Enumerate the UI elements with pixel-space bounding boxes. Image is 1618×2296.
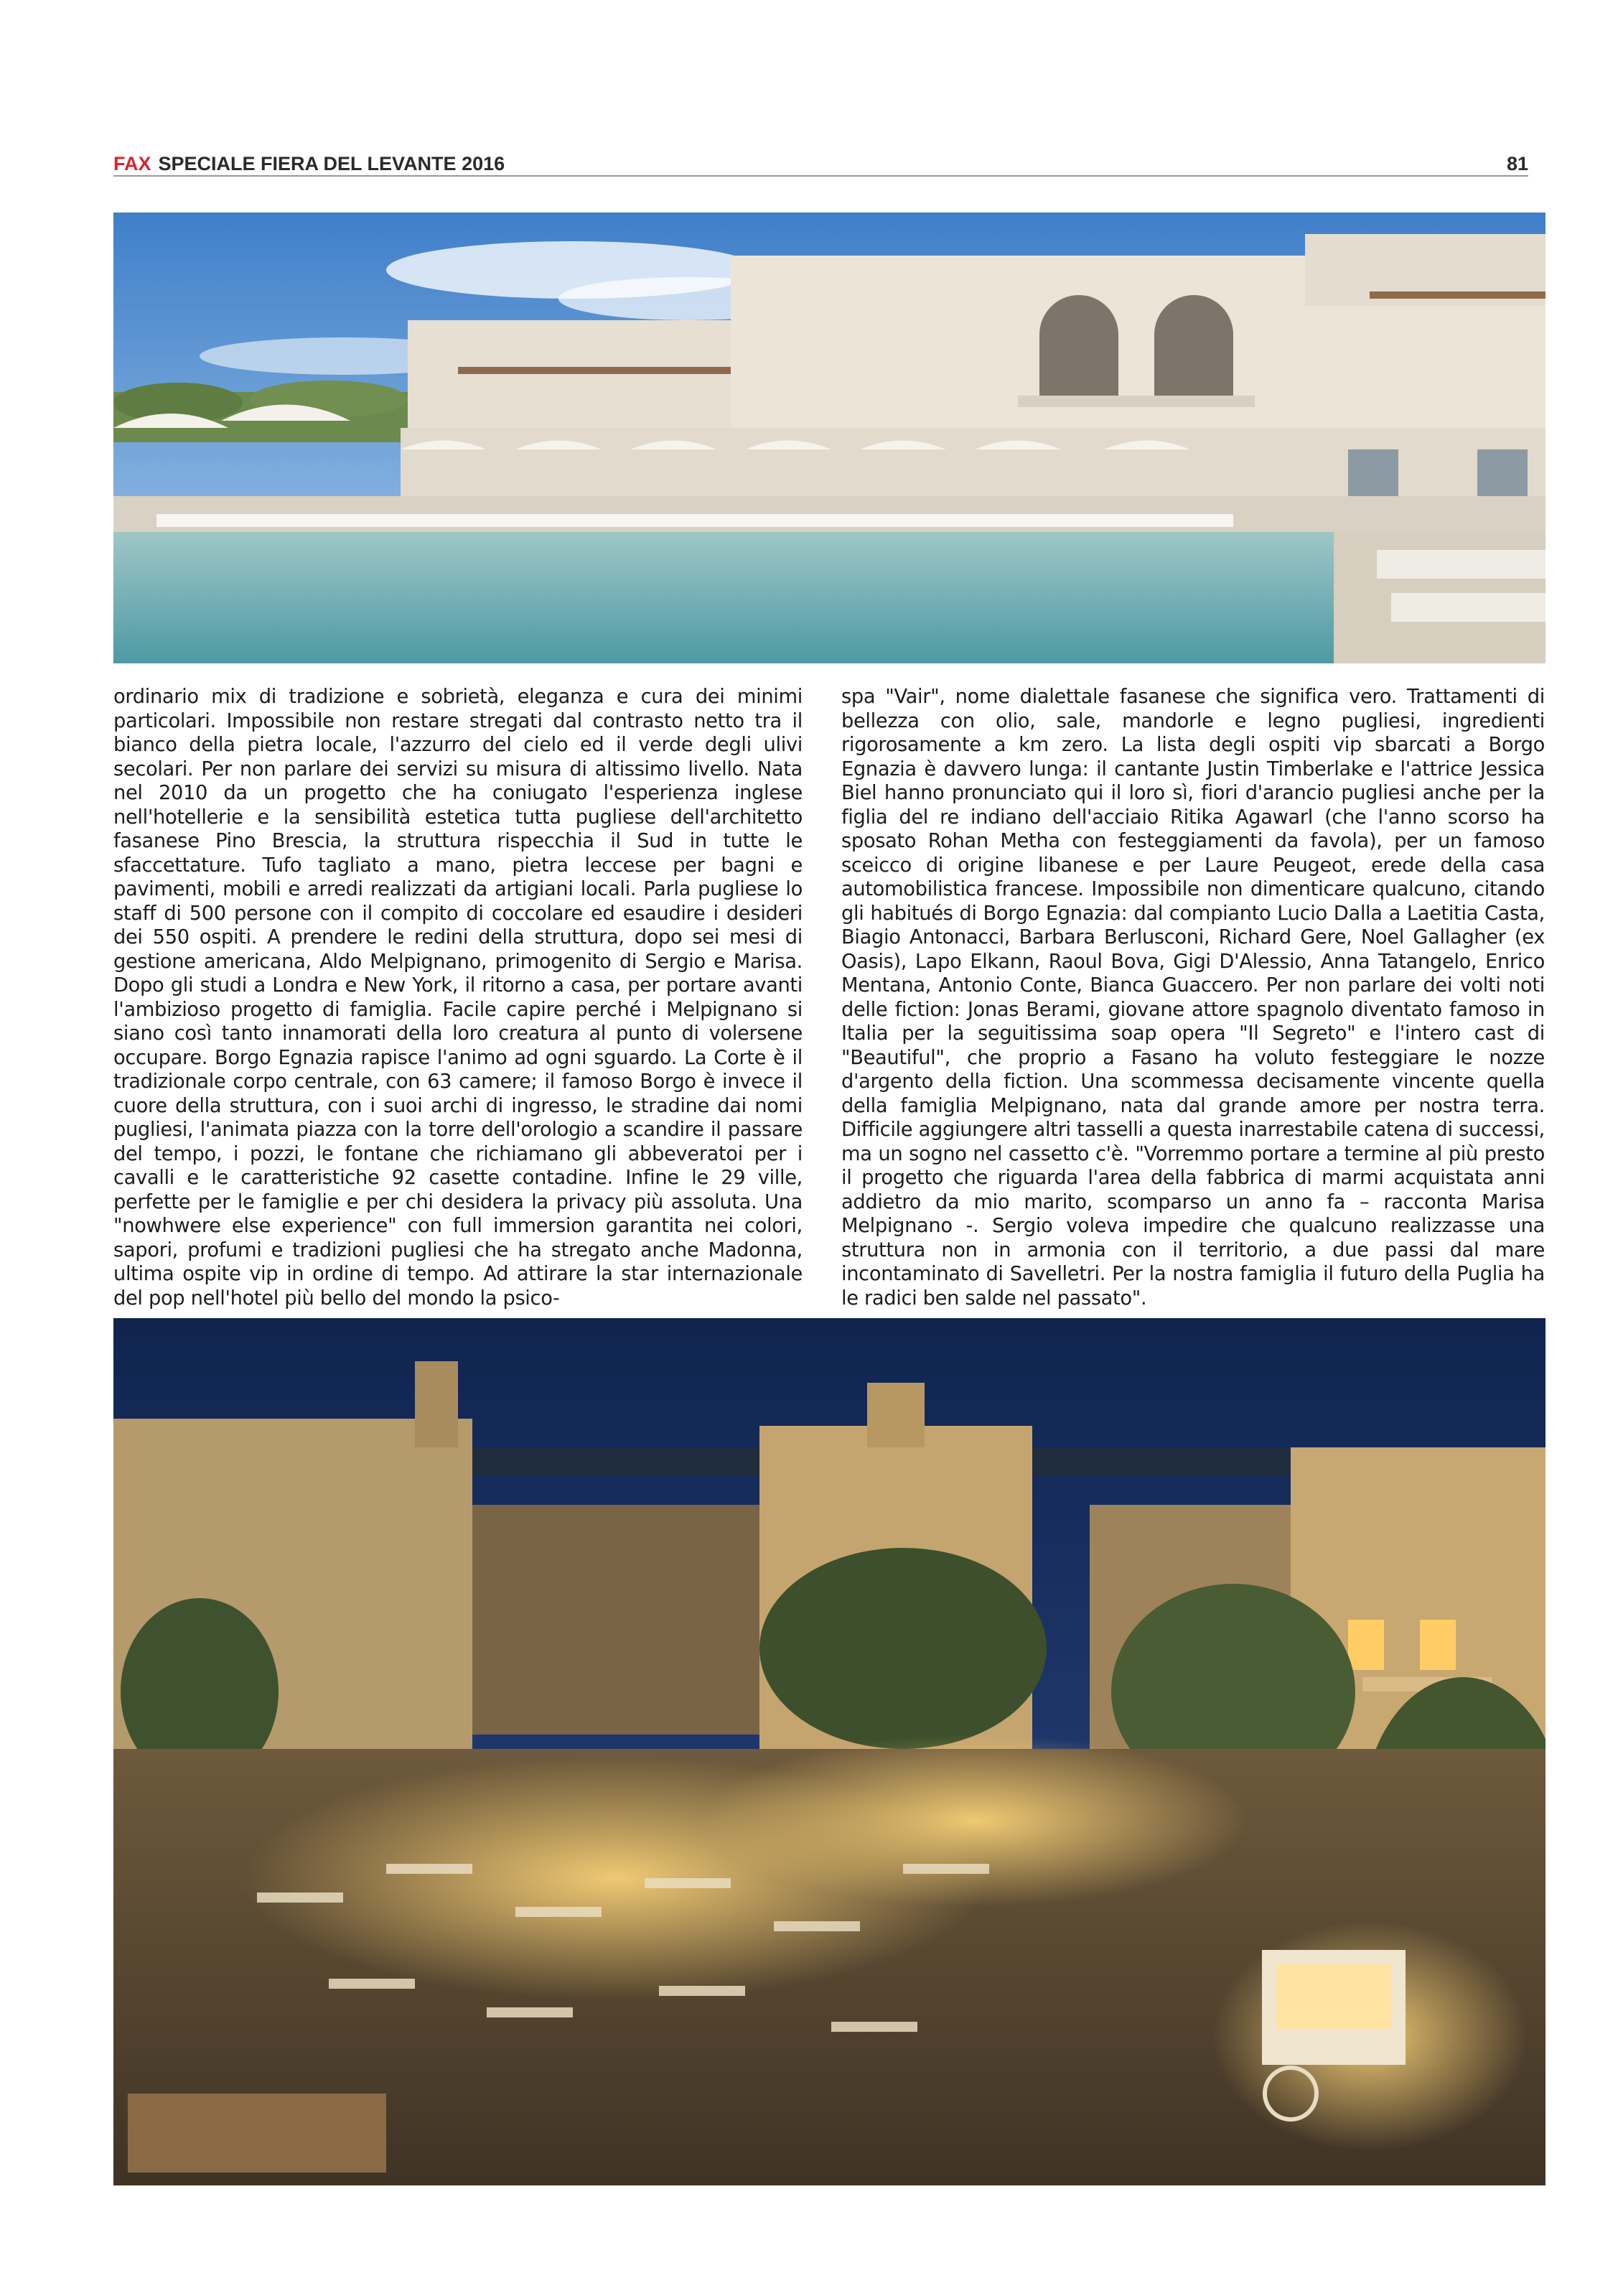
resort-pool-photo [113, 213, 1545, 663]
article-column-left: ordinario mix di tradizione e sobrietà, eleganza e cura dei minimi particolari. Impossibile non restare stregati dal contrasto netto tra il bianco della pietra locale, l'azzurro del cielo ed il verde degli ulivi secolari. Per non parlare dei servizi su misura di altissimo livello. Nata nel 2010 da un progetto che ha coniugato l'esperienza inglese nell'hotellerie e la sensibilità estetica tutta pugliese dell'architetto fasanese Pino Brescia, la struttura rispecchia il Sud in tutte le sfaccettature. Tufo tagliato a mano, pietra leccese per bagni e pavimenti, mobili e arredi realizzati da artigiani locali. Parla pugliese lo staff di 500 persone con il compito di coccolare ed esaudire i desideri dei 550 ospiti. A prendere le redini della struttura, dopo sei mesi di gestione americana, Aldo Melpignano, primogenito di Sergio e Marisa. Dopo gli studi a Londra e New York, il ritorno a casa, per portare avanti l'ambizioso progetto di famiglia. Facile capire perché i Melpignano si siano così tanto innamorati della loro creatura al punto di volersene occupare. Borgo Egnazia rapisce l'animo ad ogni sguardo. La Corte è il tradizionale corpo centrale, con 63 camere; il famoso Borgo è invece il cuore della struttura, con i suoi archi di ingresso, le stradine dai nomi pugliesi, l'animata piazza con la torre dell'orologio a scandire il passare del tempo, i pozzi, le fontane che richiamano gli abbeveratoi per i cavalli e le caratteristiche 92 casette contadine. Infine le 29 ville, perfette per le famiglie e per chi desidera la privacy più assoluta. Una "nowhwere else experience" con full immersion garantita nei colori, sapori, profumi e tradizioni pugliesi che ha stregato anche Madonna, ultima ospite vip in ordine di tempo. Ad attirare la star internazionale del pop nell'hotel più bello del mondo la psico- [113, 686, 803, 1310]
page-number: 81 [1506, 153, 1528, 174]
header-divider [113, 175, 1528, 177]
evening-piazza-illustration [113, 1318, 1545, 2185]
evening-piazza-photo [113, 1318, 1545, 2185]
section-title: SPECIALE FIERA DEL LEVANTE 2016 [158, 153, 505, 174]
article-column-right: spa "Vair", nome dialettale fasanese che significa vero. Trattamenti di bellezza con olio, sale, mandorle e legno pugliesi, ingredienti rigorosamente a km zero. La lista degli ospiti vip sbarcati a Borgo Egnazia è davvero lunga: il cantante Justin Timberlake e l'attrice Jessica Biel hanno pronunciato qui il loro sì, fiori d'arancio pugliesi anche per la figlia del re indiano dell'acciaio Ritika Agawarl (che l'anno scorso ha sposato Rohan Metha con festeggiamenti da favola), per un famoso sceicco di origine libanese e per Laure Peugeot, erede della casa automobilistica francese. Impossibile non dimenticare qualcuno, citando gli habitués di Borgo Egnazia: dal compianto Lucio Dalla a Laetitia Casta, Biagio Antonacci, Barbara Berlusconi, Richard Gere, Noel Gallagher (ex Oasis), Lapo Elkann, Raoul Bova, Gigi D'Alessio, Anna Tatangelo, Enrico Mentana, Antonio Conte, Bianca Guaccero. Per non parlare dei volti noti delle fiction: Jonas Berami, giovane attore spagnolo diventato famoso in Italia per la seguitissima soap opera "Il Segreto" e l'intero cast di "Beautiful", che proprio a Fasano ha voluto festeggiare le nozze d'argento della fiction. Una scommessa decisamente vincente quella della famiglia Melpignano, nata dal grande amore per nostra terra. Difficile aggiungere altri tasselli a questa inarrestabile catena di successi, ma un sogno nel cassetto c'è. "Vorremmo portare a termine al più presto il progetto che riguarda l'area della fabbrica di marmi acquistata anni addietro da mio marito, scomparso un anno fa – racconta Marisa Melpignano -. Sergio voleva impedire che qualcuno realizzasse una struttura non in armonia con il territorio, a due passi dal mare incontaminato di Savelletri. Per la nostra famiglia il futuro della Puglia ha le radici ben salde nel passato". [841, 686, 1545, 1310]
page-header [113, 144, 1528, 175]
magazine-brand: FAX [113, 153, 151, 174]
resort-pool-illustration [113, 213, 1545, 663]
header-title-group [113, 153, 505, 175]
